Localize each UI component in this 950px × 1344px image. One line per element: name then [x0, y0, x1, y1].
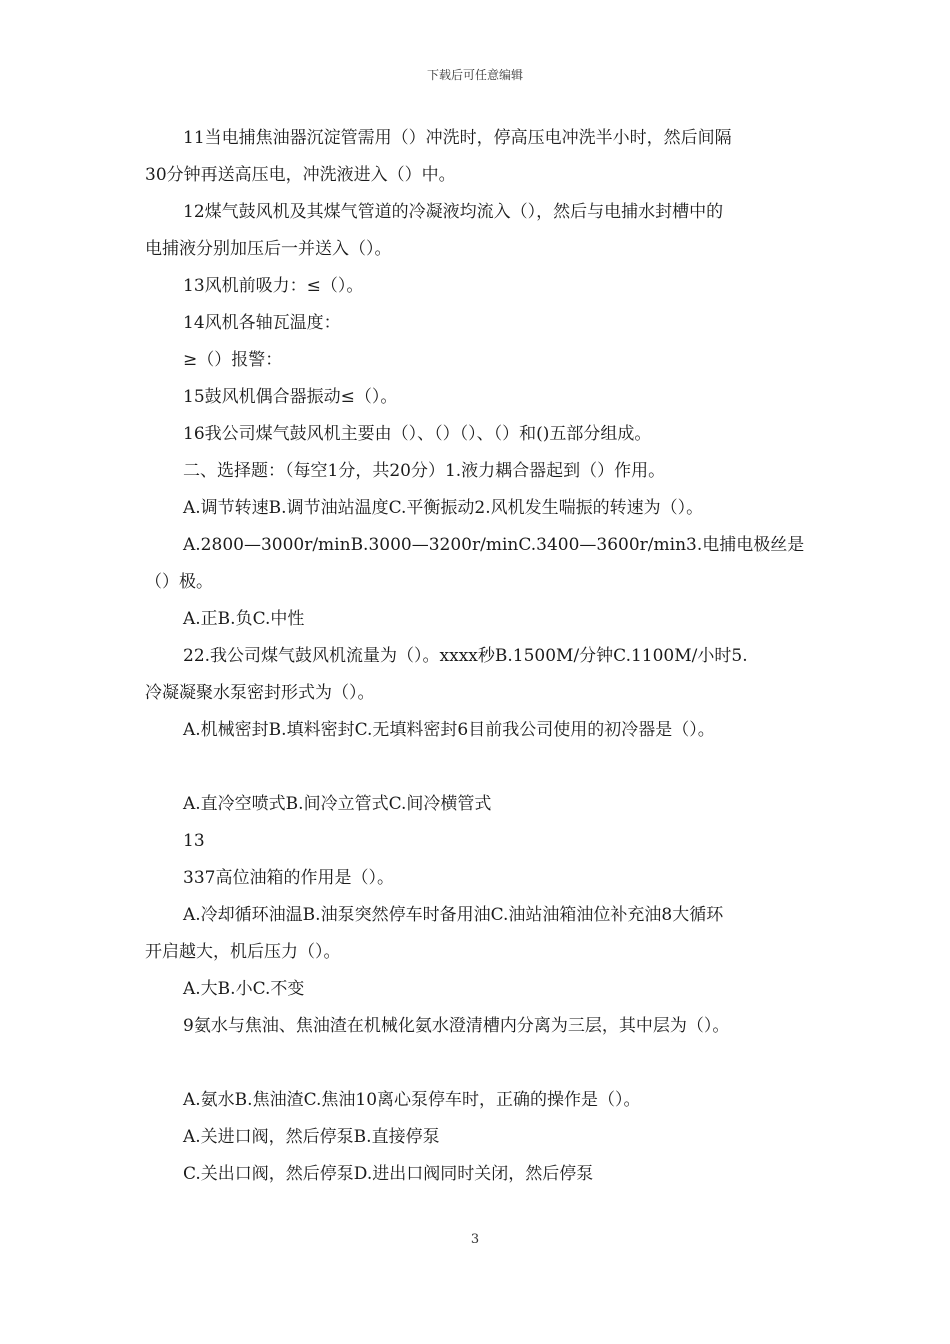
text-line: A.调节转速B.调节油站温度C.平衡振动2.风机发生喘振的转速为（）。: [183, 498, 704, 518]
blank-line: [145, 749, 825, 786]
text-line: 冷凝凝聚水泵密封形式为（）。: [145, 683, 375, 703]
text-line: A.冷却循环油温B.油泵突然停车时备用油C.油站油箱油位补充油8大循环: [183, 905, 724, 925]
text-line: 22.我公司煤气鼓风机流量为（）。xxxx秒B.1500M/分钟C.1100M/小时5.: [183, 646, 748, 666]
document-body: [145, 120, 825, 1193]
text-line: A.大B.小C.不变: [183, 979, 305, 999]
text-line: 30分钟再送高压电，冲洗液进入（）中。: [145, 165, 456, 185]
text-line: C.关出口阀，然后停泵D.进出口阀同时关闭，然后停泵: [183, 1164, 594, 1184]
text-line: 12煤气鼓风机及其煤气管道的冷凝液均流入（），然后与电捕水封槽中的: [183, 202, 724, 222]
text-line: ≥（）报警：: [183, 350, 283, 370]
text-line: A.直冷空喷式B.间冷立管式C.间冷横管式: [183, 794, 492, 814]
text-line: 337高位油箱的作用是（）。: [183, 868, 394, 888]
text-line: 电捕液分别加压后一并送入（）。: [145, 239, 392, 259]
text-line: 开启越大，机后压力（）。: [145, 942, 341, 962]
text-line: A.机械密封B.填料密封C.无填料密封6目前我公司使用的初冷器是（）。: [183, 720, 715, 740]
text-line: A.氨水B.焦油渣C.焦油10离心泵停车时，正确的操作是（）。: [183, 1090, 641, 1110]
page-number: 3: [470, 1232, 480, 1247]
text-line: A.正B.负C.中性: [183, 609, 305, 629]
blank-line: [145, 1045, 825, 1082]
text-line: 15鼓风机偶合器振动≤（）。: [183, 387, 398, 407]
text-line: A.2800—3000r/minB.3000—3200r/minC.3400—3600r/min3.电捕电极丝是: [183, 535, 805, 555]
text-line: 13: [183, 831, 205, 851]
section-heading: 二、选择题：（每空1分，共20分）1.液力耦合器起到（）作用。: [183, 461, 666, 481]
text-line: 13风机前吸力：≤（）。: [183, 276, 364, 296]
text-line: 9氨水与焦油、焦油渣在机械化氨水澄清槽内分离为三层，其中层为（）。: [183, 1016, 730, 1036]
text-line: 14风机各轴瓦温度：: [183, 313, 341, 333]
text-line: A.关进口阀，然后停泵B.直接停泵: [183, 1127, 440, 1147]
text-line: 16我公司煤气鼓风机主要由（）、（）（）、（）和()五部分组成。: [183, 424, 652, 444]
page-header: 下载后可任意编辑: [426, 68, 523, 82]
text-line: （）极。: [145, 572, 213, 592]
text-line: 11当电捕焦油器沉淀管需用（）冲洗时，停高压电冲洗半小时，然后间隔: [183, 128, 732, 148]
